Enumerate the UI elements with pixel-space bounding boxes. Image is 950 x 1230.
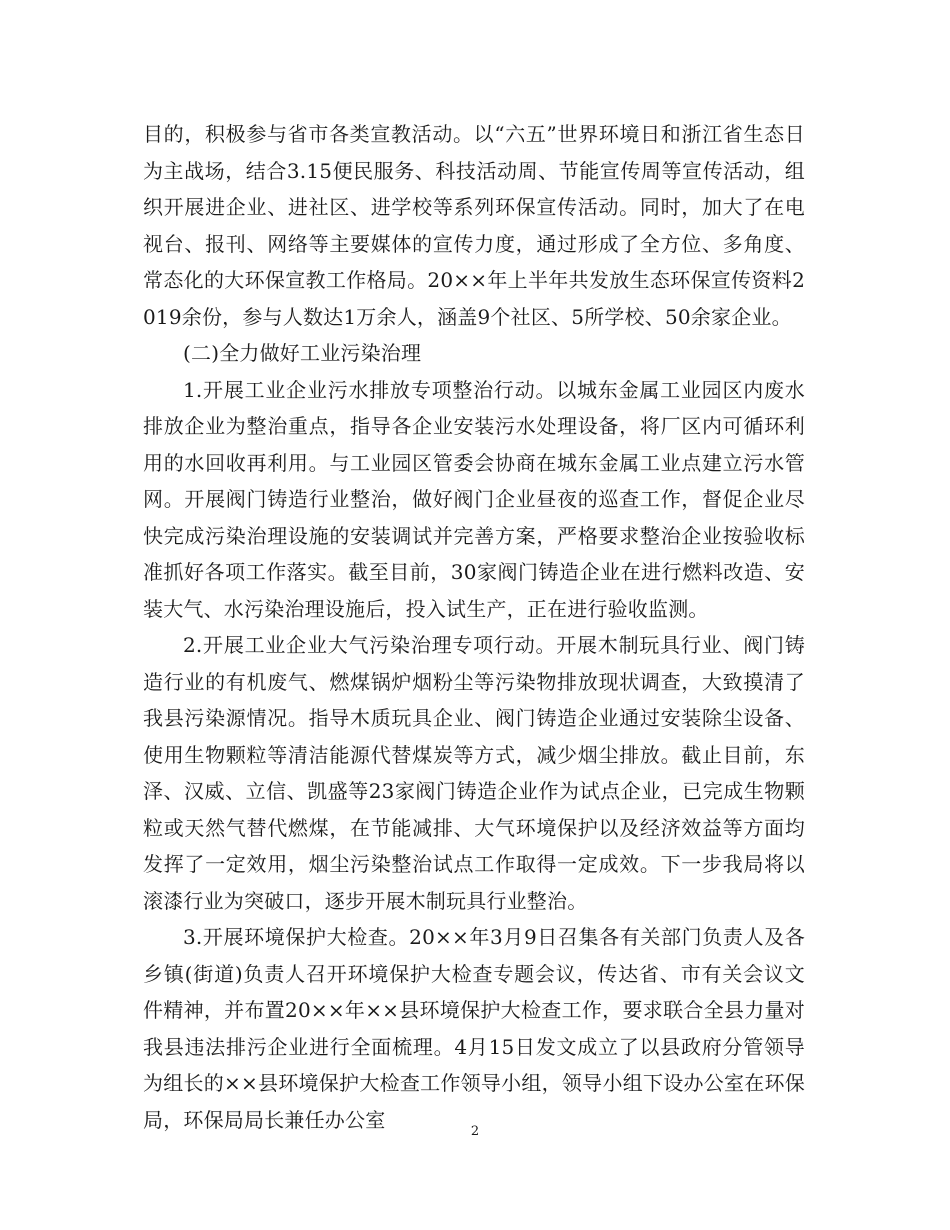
paragraph-publicity-activities: 目的，积极参与省市各类宣教活动。以“六五”世界环境日和浙江省生态日为主战场，结合3.15便民服务、科技活动周、节能宣传周等宣传活动，组织开展进企业、进社区、进学校等系列环保宣传活动。同时，加大了在电视台、报刊、网络等主要媒体的宣传力度，通过形成了全方位、多角度、常态化的大环保宣教工作格局。20××年上半年共发放生态环保宣传资料2019余份，参与人数达1万余人，涵盖9个社区、5所学校、50余家企业。 <box>143 122 805 329</box>
section-heading-industrial-pollution: (二)全力做好工业污染治理 <box>183 341 422 365</box>
document-body <box>143 116 805 1138</box>
page-number: 2 <box>470 1124 480 1139</box>
paragraph-wastewater-remediation: 1.开展工业企业污水排放专项整治行动。以城东金属工业园区内废水排放企业为整治重点，指导各企业安装污水处理设备，将厂区内可循环利用的水回收再利用。与工业园区管委会协商在城东金属工业点建立污水管网。开展阀门铸造行业整治，做好阀门企业昼夜的巡查工作，督促企业尽快完成污染治理设施的安装调试并完善方案，严格要求整治企业按验收标准抓好各项工作落实。截至目前，30家阀门铸造企业在进行燃料改造、安装大气、水污染治理设施后，投入试生产，正在进行验收监测。 <box>143 377 805 621</box>
paragraph-air-pollution-remediation: 2.开展工业企业大气污染治理专项行动。开展木制玩具行业、阀门铸造行业的有机废气、燃煤锅炉烟粉尘等污染物排放现状调查，大致摸清了我县污染源情况。指导木质玩具企业、阀门铸造企业通过安装除尘设备、使用生物颗粒等清洁能源代替煤炭等方式，减少烟尘排放。截止目前，东泽、汉威、立信、凯盛等23家阀门铸造企业作为试点企业，已完成生物颗粒或天然气替代燃煤，在节能减排、大气环境保护以及经济效益等方面均发挥了一定效用，烟尘污染整治试点工作取得一定成效。下一步我局将以滚漆行业为突破口，逐步开展木制玩具行业整治。 <box>143 633 805 913</box>
paragraph-environmental-inspection: 3.开展环境保护大检查。20××年3月9日召集各有关部门负责人及各乡镇(街道)负责人召开环境保护大检查专题会议，传达省、市有关会议文件精神，并布置20××年××县环境保护大检查工作，要求联合全县力量对我县违法排污企业进行全面梳理。4月15日发文成立了以县政府分管领导为组长的××县环境保护大检查工作领导小组，领导小组下设办公室在环保局，环保局局长兼任办公室 <box>143 925 805 1132</box>
